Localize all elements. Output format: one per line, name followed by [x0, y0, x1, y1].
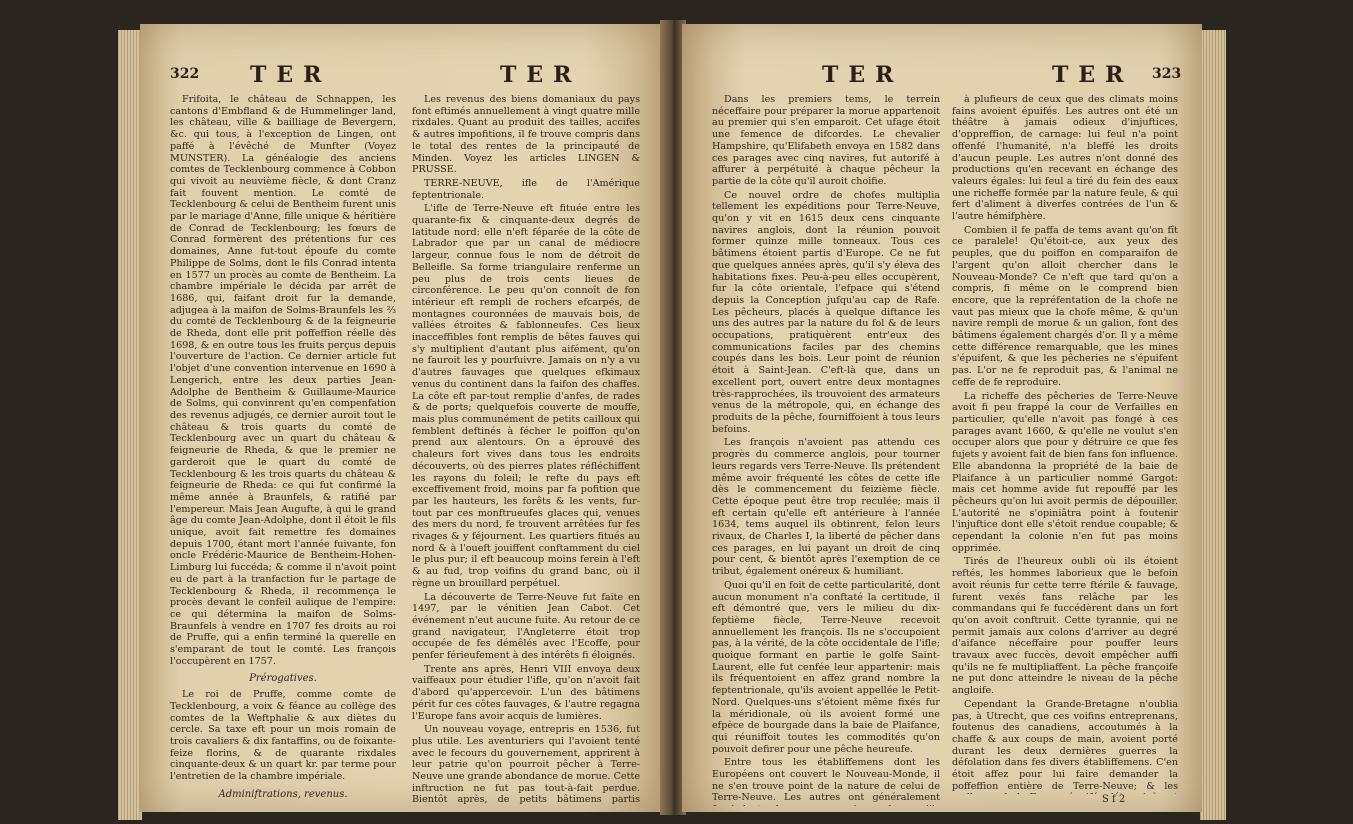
paragraph: Tirés de l'heureux oubli où ils étoient reftés, les hommes laborieux que le befoin avoit réunis fur cette terre ftérile & fauvage, furent vexés fans relâche par les commandans qui fe fuccédèrent dans un fort qu'on avoit conftruit. Cette tyrannie, qui ne permit jamais aux colons d'arriver au degré d'aifance néceffaire pour pouffer leurs travaux avec fuccès, devoit empêcher auffi qu'ils ne fe multipliaffent. La pêche françoife ne put donc atteindre le niveau de la pêche angloife.: [952, 556, 1178, 697]
paragraph: Frifoita, le château de Schnappen, les cantons d'Embfland & de Hummelinger land, les château, ville & bailliage de Bevergern, &c. qui tous, à l'exception de Lingen, ont paffé à l'évêché de Munfter (Voyez MUNSTER). La généalogie des anciens comtes de Tecklenbourg commence à Cobbon qui vivoit au neuvième fiècle, & dont Cranz fait fouvent mention. Le comté de Tecklenbourg & celui de Bentheim furent unis par le mariage d'Anne, fille unique & héritière de Conrad de Tecklenbourg; les fœurs de Conrad formèrent des prétentions fur ces domaines, Anne fut-tout époufe du comte Philippe de Solms, dont le fils Conrad intenta en 1577 un procès au comte de Bentheim. La chambre impériale le décida par arrêt de 1686, qui, faifant droit fur la demande, adjugea à la maifon de Solms-Braunfels les ⅔ du comté de Tecklenbourg & de la feigneurie de Rheda, dont elle prit poffeffion réelle dès 1698, & en outre tous les fruits perçus depuis l'ouverture de l'action. Ce dernier article fut l'objet d'une convention intervenue en 1690 à Lengerich, entre les deux parties Jean-Adolphe de Bentheim & Guillaume-Maurice de Solms, qui convinrent qu'en compenfation des revenus adjugés, ce dernier auroit tout le château & trois quarts du comté de Tecklenbourg avec un quart du château & feigneurie de Rheda, & que le premier ne garderoit que le quart du comté de Tecklenbourg & les trois quarts du château & feigneurie de Rheda: ce qui fut confirmé la même année à Braunfels, & ratifié par l'empereur. Mais Jean Augufte, à qui le grand âge du comte Jean-Adolphe, dont il étoit le fils unique, avoit fait remettre fes domaines depuis 1700, étant mort l'année fuivante, fon oncle Frédéric-Maurice de Bentheim-Hohen-Limburg lui fuccéda; & comme il n'avoit point eu de part à la tranfaction fur le partage de Tecklenbourg & Rheda, il recommença le procès devant le confeil aulique de l'empire: ce qui détermina la maifon de Solms-Braunfels à vendre en 1707 fes droits au roi de Pruffe, qui a enfin terminé la querelle en s'emparant de tout le comté. Les françois l'occupèrent en 1757.: [170, 94, 396, 667]
left-page: [140, 24, 662, 812]
right-page: [682, 24, 1202, 812]
paragraph: Entre tous les établiffemens dont les Européens ont couvert le Nouveau-Monde, il ne s'en trouve point de la nature de celui de Terre-Neuve. Les autres ont généralement: [712, 757, 940, 804]
running-head: TER: [250, 62, 332, 88]
paragraph: La richeffe des pêcheries de Terre-Neuve avoit fi peu frappé la cour de Verfailles en particulier, qu'elle n'avoit pas fongé à ces parages avant 1660, & qu'elle ne voulut s'en occuper alors que pour y détruire ce que fes fujets y avoient fait de bien fans fon influence. Elle abandonna la propriété de la baie de Plaifance à un particulier nommé Gargot: mais cet homme avide fut repouffé par les pêcheurs qu'on lui avoit permis de dépouiller. L'autorité ne s'opiniâtra point à foutenir l'injuftice dont elle s'étoit rendue coupable; & cependant la colonie n'en fut pas moins opprimée.: [952, 390, 1178, 554]
paragraph: Le roi de Pruffe, comme comte de Tecklenbourg, a voix & féance au collège des comtes de la Weftphalie & aux diètes du cercle. Sa taxe eft pour un mois romain de trois cavaliers & dix fantaffins, ou de foixante-feize florins, & de quarante rixdales cinquante-deux & un quart kr. par terme pour l'entretien de la chambre impériale.: [170, 689, 396, 783]
section-heading: Prérogatives.: [249, 673, 317, 685]
running-head: TER: [500, 62, 582, 88]
paragraph: Les revenus des biens domaniaux du pays font eftimés annuellement à vingt quatre mille rixdales. Quant au produit des tailles, accifes & autres impofitions, il fe trouve compris dans le total des rentes de la principauté de Minden. Voyez les articles LINGEN & PRUSSE.: [412, 94, 640, 176]
paragraph: La découverte de Terre-Neuve fut faite en 1497, par le vénitien Jean Cabot. Cet événement n'eut aucune fuite. Au retour de ce grand navigateur, l'Angleterre étoit trop occupée de fes démêlés avec l'Ecoffe, pour penfer férieufement à des intérêts fi éloignés.: [412, 591, 640, 662]
paragraph: Dans les premiers tems, le terrein néceffaire pour préparer la morue appartenoit au premier qui s'en emparoit. Cet ufage étoit une femence de difcordes. Le chevalier Hampshire, qu'Elifabeth envoya en 1582 dans ces parages avec cinq navires, fut autorifé à affurer à perpétuité à chaque pêcheur la partie de la côte qu'il auroit choifie.: [712, 94, 940, 187]
paragraph: Les françois n'avoient pas attendu ces progrès du commerce anglois, pour tourner leurs regards vers Terre-Neuve. Ils prétendent même avoir fréquenté les côtes de cette ifle dès le commencement du feizième fiècle. Cette époque peut être trop reculée; mais il eft certain qu'elle eft antérieure à l'année 1634, tems auquel ils obtinrent, felon leurs rivaux, de Charles I, la liberté de pêcher dans ces parages, en lui payant un droit de cinq pour cent, & bientôt après l'exemption de ce tribut, également onéreux & humiliant.: [712, 437, 940, 578]
paragraph: Cependant la Grande-Bretagne n'oublia pas, à Utrecht, que ces voifins entreprenans, foutenus des canadiens, accoutumés à la chaffe & aux coups de main, avoient porté durant les deux dernières guerres la défolation dans fes divers établiffemens. C'en étoit affez pour lui faire demander la poffeffion entière de Terre-Neuve; & les: [952, 698, 1178, 792]
right-page-edges: [1200, 30, 1226, 820]
left-page-column-2: [412, 94, 640, 804]
right-page-column-2: [952, 94, 1178, 794]
paragraph: Un nouveau voyage, entrepris en 1536, fut plus utile. Les aventuriers qui l'avoient tenté avec le fecours du gouvernement, apprirent à leur patrie qu'on pourroit pêcher à Terre-Neuve une grande abondance de morue. Cette inftruction ne fut pas tout-à-fait perdue. Bientôt après, de petits bâtimens partis: [412, 724, 640, 804]
paragraph: à plufieurs de ceux que des climats moins fains avoient épuifés. Les autres ont été un théâtre à jamais odieux d'injuftices, d'oppreffion, de carnage: lui feul n'a point offenfé l'humanité, n'a bleffé les droits d'aucun peuple. Les autres n'ont donné des productions qu'en recevant en échange des valeurs égales: lui feul a tiré du fein des eaux une richeffe formée par la nature feule, & qui fert d'aliment à diverfes contrées de l'un & l'autre hémifphère.: [952, 94, 1178, 223]
left-page-edges: [118, 30, 142, 820]
running-head: TER: [822, 62, 904, 88]
paragraph: Ce nouvel ordre de chofes multiplia tellement les expéditions pour Terre-Neuve, qu'on y vit en 1615 deux cens cinquante navires anglois, dont la réunion pouvoit former quinze mille tonneaux. Tous ces bâtimens étoient partis d'Europe. Ce ne fut que quelques années après, qu'il s'y éleva des habitations fixes. Peu-à-peu elles occupèrent, fur la côte orientale, l'efpace qui s'étend depuis la Conception jufqu'au cap de Rafe. Les pêcheurs, placés à quelque diftance les uns des autres par la nature du fol & de leurs occupations, pratiquèrent entr'eux des communications faciles par des chemins coupés dans les bois. Leur point de réunion étoit à Saint-Jean. C'eft-là que, dans un excellent port, ouvert entre deux montagnes très-rapprochées, ils trouvoient des armateurs venus de la métropole, qui, en échange des produits de la pêche, fourniffoient à tous leurs befoins.: [712, 189, 940, 435]
page-number: 322: [170, 66, 200, 82]
section-heading: Adminiftrations, revenus.: [218, 788, 348, 800]
paragraph: Combien il fe paffa de tems avant qu'on fît ce paralele! Qu'étoit-ce, aux yeux des peuples, que du poiffon en comparaifon de l'argent qu'on alloit chercher dans le Nouveau-Monde? Ce n'eft que tard qu'on a compris, fi même on le comprend bien encore, que la repréfentation de la chofe ne vaut pas mieux que la chofe même, & qu'un navire rempli de morue & un galion, font des bâtimens également chargés d'or. Il y a même cette différence remarquable, que les mines s'épuifent, & que les pêcheries ne s'épuifent pas. L'or ne fe reproduit pas, & l'animal ne ceffe de fe reproduire.: [952, 224, 1178, 388]
paragraph: L'ifle de Terre-Neuve eft fituée entre les quarante-fix & cinquante-deux degrés de latitude nord: elle n'eft féparée de la côte de Labrador que par un canal de médiocre largeur, connue fous le nom de détroit de Belleifle. Sa forme triangulaire renferme un peu plus de trois cents lieues de circonférence. Le peu qu'on connoît de fon intérieur eft rempli de rochers efcarpés, de montagnes couronnées de mauvais bois, de vallées étroites & fablonneufes. Ces lieux inacceffibles font remplis de bêtes fauves qui s'y multiplient d'autant plus aifément, qu'on ne fauroit les y pourfuivre. Jamais on n'y a vu d'autres fauvages que quelques efkimaux venus du continent dans la faifon des chaffes. La côte eft par-tout remplie d'anfes, de rades & de ports; quelquefois couverte de mouffe, mais plus communément de petits cailloux qui femblent deftinés à fécher le poiffon qu'on prend aux alentours. On a éprouvé des chaleurs fort vives dans tous les endroits découverts, où des pierres plates réfléchiffent les rayons du foleil; le refte du pays eft exceffivement froid, moins par fa pofition que par les hauteurs, les forêts & les vents, fur-tout par ces monftrueufes glaces qui, venues des mers du nord, fe trouvent arrêtées fur fes rivages & y féjournent. Les quartiers fitués au nord & à l'oueft jouiffent conftamment du ciel le plus pur; il eft beaucoup moins ferein à l'eft & au fud, trop voifins du grand banc, où il règne un brouillard perpétuel.: [412, 203, 640, 589]
running-head: TER: [1052, 62, 1134, 88]
paragraph: Trente ans après, Henri VIII envoya deux vaiffeaux pour étudier l'ifle, qu'on n'avoit fait d'abord qu'appercevoir. L'un des bâtimens périt fur ces côtes fauvages, & l'autre regagna l'Europe fans avoir acquis de lumières.: [412, 663, 640, 722]
page-number: 323: [1152, 66, 1182, 82]
paragraph: Quoi qu'il en foit de cette particularité, dont aucun monument n'a conftaté la certitude, il eft démontré que, vers le milieu du dix-feptième fiècle, Terre-Neuve recevoit annuellement les françois. Ils ne s'occupoient pas, à la vérité, de la côte occidentale de l'ifle; quoique formant en partie le golfe Saint-Laurent, elle fut cenfée leur appartenir: mais ils fréquentoient en affez grand nombre la feptentrionale, qu'ils avoient appellée le Petit-Nord. Quelques-uns s'étoient même fixés fur la méridionale, où ils avoient formé une efpèce de bourgade dans la baie de Plaifance, qui réuniffoit toutes les commodités qu'on pouvoit defirer pour une pêche heureufe.: [712, 579, 940, 755]
right-page-column-1: [712, 94, 940, 806]
signature-mark: S f 2: [1102, 794, 1126, 805]
article-title: TERRE-NEUVE, ifle de l'Amérique feptentrionale.: [412, 177, 640, 201]
left-page-column-1: [170, 94, 396, 804]
